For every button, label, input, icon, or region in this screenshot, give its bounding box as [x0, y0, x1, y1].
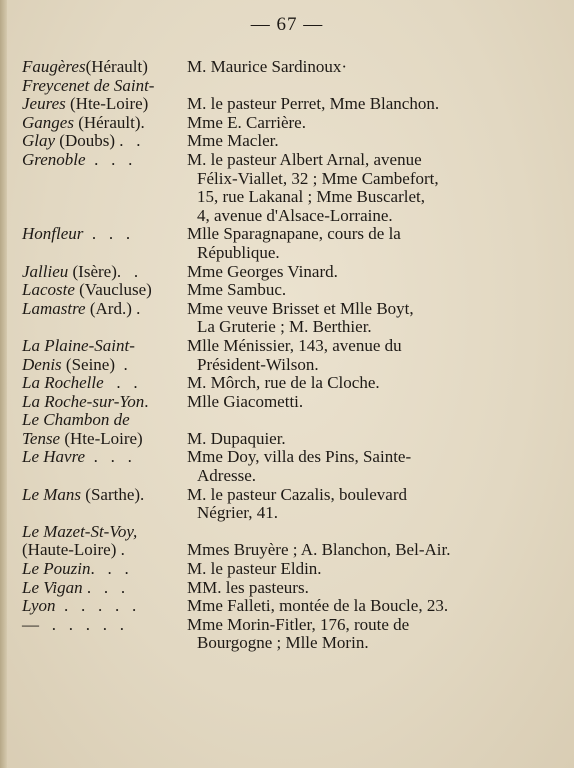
contact-line: Mme veuve Brisset et Mlle Boyt, — [187, 298, 414, 318]
place-line — [22, 58, 185, 77]
place-name-italic: Lamastre — [22, 298, 86, 318]
contact-details — [185, 523, 492, 560]
contact-line: M. le pasteur Albert Arnal, avenue — [187, 149, 422, 169]
contact-line: Mlle Sparagnapane, cours de la — [187, 224, 401, 244]
place-region: . . . — [90, 559, 129, 579]
contact-line: Mlle Ménissier, 143, avenue du — [187, 335, 402, 355]
contact-details — [185, 132, 492, 151]
contact-line: Félix-Viallet, 32 ; Mme Cambefort, — [197, 168, 439, 188]
contact-details — [185, 281, 492, 300]
place-region: . . . — [83, 224, 131, 244]
directory-entry — [22, 337, 492, 374]
contact-line: M. le pasteur Perret, Mme Blanchon. — [187, 94, 440, 114]
contact-details — [185, 616, 492, 653]
directory-entry — [22, 616, 492, 653]
contact-details — [185, 58, 492, 77]
directory-entry — [22, 281, 492, 300]
contact-line: Adresse. — [197, 466, 257, 486]
place-name-italic: Tense — [22, 428, 61, 448]
contact-line: Mme Macler. — [187, 131, 279, 151]
place-line — [22, 337, 185, 356]
place-name-italic: Denis — [22, 354, 62, 374]
place-name — [22, 337, 185, 374]
contact-line: M. le pasteur Cazalis, boulevard — [187, 484, 407, 504]
place-name-italic: Le Mazet-St-Voy, — [22, 521, 138, 541]
place-name — [22, 300, 185, 319]
place-name — [22, 114, 185, 133]
contact-line: Mme Georges Vinard. — [187, 261, 338, 281]
place-region: (Doubs) . . — [55, 131, 141, 151]
contact-line: M. Môrch, rue de la Cloche. — [187, 373, 380, 393]
place-name — [22, 616, 185, 635]
place-name — [22, 411, 185, 448]
directory-entry — [22, 114, 492, 133]
directory-entries — [22, 58, 492, 653]
place-line — [22, 300, 185, 319]
place-line — [22, 393, 185, 412]
contact-details — [185, 597, 492, 616]
place-name — [22, 77, 185, 114]
directory-entry — [22, 374, 492, 393]
contact-details — [185, 411, 492, 448]
place-line — [22, 579, 185, 598]
directory-entry — [22, 523, 492, 560]
place-line — [22, 356, 185, 375]
contact-line: M. Maurice Sardinoux· — [187, 57, 348, 76]
place-line — [22, 597, 185, 616]
place-line — [22, 132, 185, 151]
place-name-italic: Grenoble — [22, 149, 86, 169]
place-region: . . . — [82, 577, 126, 597]
directory-entry — [22, 393, 492, 412]
place-name-italic: Faugères — [22, 57, 86, 76]
contact-line: 15, rue Lakanal ; Mme Buscarlet, — [197, 187, 426, 207]
contact-line: Mlle Giacometti. — [187, 391, 304, 411]
place-region: (Vaucluse) — [74, 280, 152, 300]
place-line — [22, 523, 185, 542]
place-name — [22, 486, 185, 505]
place-name — [22, 151, 185, 170]
place-name-italic: Jallieu — [22, 261, 69, 281]
place-line — [22, 151, 185, 170]
place-name — [22, 281, 185, 300]
place-region: — . . . . . — [22, 614, 124, 634]
place-name-italic: Lacoste — [22, 280, 75, 300]
place-name-italic: Le Chambon de — [22, 410, 130, 430]
contact-line — [187, 523, 492, 542]
place-line — [22, 95, 185, 114]
place-region: . . . . . — [55, 596, 137, 616]
contact-details — [185, 151, 492, 225]
contact-details — [185, 300, 492, 337]
place-name — [22, 374, 185, 393]
contact-line: Mme Morin-Fitler, 176, route de — [187, 614, 410, 634]
place-region: . . — [103, 373, 138, 393]
directory-entry — [22, 448, 492, 485]
contact-line: Mme Doy, villa des Pins, Sainte- — [187, 447, 412, 467]
contact-line — [187, 411, 492, 430]
contact-line: M. Dupaquier. — [187, 428, 286, 448]
place-region: (Sarthe). — [81, 484, 145, 504]
place-name — [22, 58, 185, 77]
directory-entry — [22, 579, 492, 598]
place-name-italic: Le Vigan — [22, 577, 83, 597]
contact-line: 4, avenue d'Alsace-Lorraine. — [197, 205, 393, 225]
place-region: (Hérault) — [85, 57, 148, 76]
place-line — [22, 486, 185, 505]
place-line — [22, 263, 185, 282]
place-region: . . . — [85, 447, 132, 467]
contact-details — [185, 579, 492, 598]
place-name — [22, 523, 185, 560]
place-name — [22, 448, 185, 467]
place-name-italic: Lyon — [22, 596, 56, 616]
directory-entry — [22, 225, 492, 262]
place-region: . . . — [85, 149, 133, 169]
place-name-italic: La Plaine-Saint- — [22, 335, 135, 355]
contact-details — [185, 114, 492, 133]
contact-details — [185, 263, 492, 282]
place-region: (Hérault). — [73, 112, 145, 132]
directory-entry — [22, 300, 492, 337]
directory-entry — [22, 132, 492, 151]
contact-details — [185, 77, 492, 114]
place-name-italic: Glay — [22, 131, 56, 151]
place-name-italic: La Rochelle — [22, 373, 104, 393]
place-line — [22, 411, 185, 430]
place-line — [22, 448, 185, 467]
place-line — [22, 77, 185, 96]
contact-line: Président-Wilson. — [197, 354, 319, 374]
place-region: (Hte-Loire) — [60, 428, 143, 448]
directory-entry — [22, 151, 492, 225]
contact-line: Bourgogne ; Mlle Morin. — [197, 633, 369, 653]
place-line — [22, 541, 185, 560]
contact-line: Mme Sambuc. — [187, 280, 287, 300]
contact-line: MM. les pasteurs. — [187, 577, 309, 597]
place-region: (Hte-Loire) — [65, 94, 149, 114]
place-name — [22, 225, 185, 244]
directory-entry — [22, 411, 492, 448]
place-name-italic: Jeures — [22, 94, 66, 114]
contact-details — [185, 486, 492, 523]
place-name-italic: Ganges — [22, 112, 74, 132]
page-spine-shadow — [0, 0, 7, 768]
directory-entry — [22, 58, 492, 77]
contact-line — [187, 77, 492, 96]
directory-entry — [22, 486, 492, 523]
contact-line: M. le pasteur Eldin. — [187, 559, 322, 579]
contact-line: Mme E. Carrière. — [187, 112, 306, 132]
contact-details — [185, 374, 492, 393]
place-name-italic: Freycenet de Saint- — [22, 75, 155, 95]
place-name-italic: Honfleur — [22, 224, 84, 244]
contact-details — [185, 225, 492, 262]
place-name — [22, 579, 185, 598]
place-region: (Isère). . — [68, 261, 139, 281]
contact-line: La Gruterie ; M. Berthier. — [197, 317, 372, 337]
place-name — [22, 597, 185, 616]
place-line — [22, 114, 185, 133]
place-name — [22, 132, 185, 151]
place-region: (Ard.) . — [85, 298, 141, 318]
contact-details — [185, 393, 492, 412]
contact-line: Mmes Bruyère ; A. Blanchon, Bel-Air. — [187, 540, 451, 560]
contact-details — [185, 448, 492, 485]
place-name-italic: Le Pouzin — [22, 559, 91, 579]
directory-entry — [22, 77, 492, 114]
place-name-italic: Le Mans — [22, 484, 82, 504]
place-region: (Haute-Loire) . — [22, 540, 125, 560]
place-line — [22, 281, 185, 300]
contact-line: Négrier, 41. — [197, 503, 278, 523]
place-name-italic: Le Havre — [22, 447, 86, 467]
place-name — [22, 393, 185, 412]
contact-details — [185, 337, 492, 374]
place-line — [22, 616, 185, 635]
place-name — [22, 560, 185, 579]
place-name — [22, 263, 185, 282]
directory-entry — [22, 597, 492, 616]
place-name-italic: La Roche-sur-Yon — [22, 391, 145, 411]
place-line — [22, 374, 185, 393]
page-number: — 67 — — [250, 14, 324, 35]
place-region: . — [144, 391, 149, 411]
place-line — [22, 430, 185, 449]
directory-entry — [22, 560, 492, 579]
directory-entry — [22, 263, 492, 282]
contact-details — [185, 560, 492, 579]
contact-line: Mme Falleti, montée de la Boucle, 23. — [187, 596, 449, 616]
place-line — [22, 560, 185, 579]
place-region: (Seine) . — [61, 354, 128, 374]
place-line — [22, 225, 185, 244]
contact-line: République. — [197, 242, 280, 262]
